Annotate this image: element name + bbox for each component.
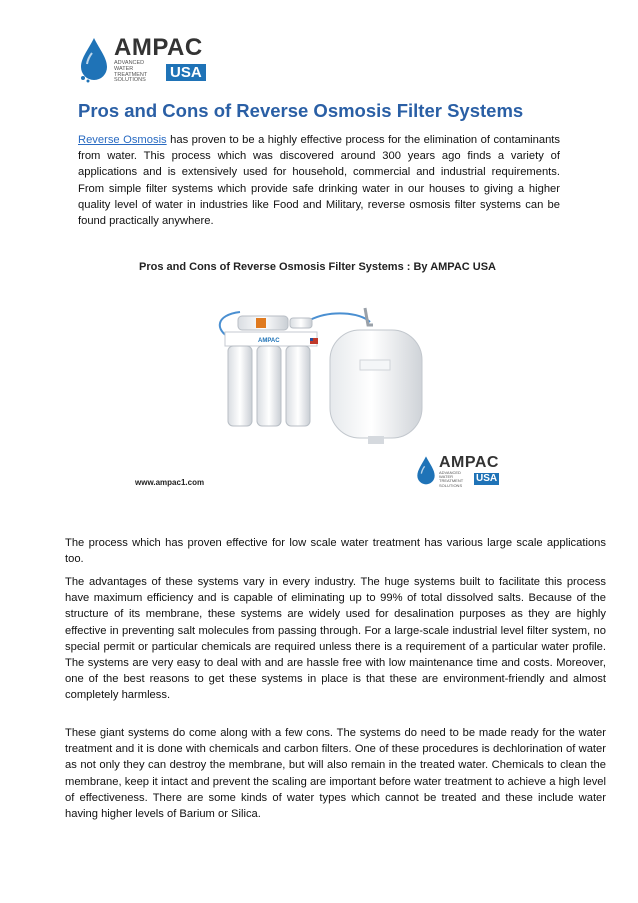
membrane-core: [256, 318, 266, 328]
faucet: [365, 308, 373, 325]
page-title: Pros and Cons of Reverse Osmosis Filter Systems: [78, 100, 524, 121]
paragraph-cons: These giant systems do come along with a few cons. The systems do need to be made ready for the water treatment and it is done with chemicals and carbon filters. One of these procedures is dechlorination of water as not only they can destroy the membrane, but will also remain in the treated water. Chemicals to clean the membrane, keep it intact and prevent the scaling are important before water treatment to achieve a high level of effectiveness. There are some kinds of water types which cannot be treated and these include water having higher levels of Barium or Silica.: [65, 727, 606, 821]
tank-label: [360, 360, 390, 370]
figure-logo: [415, 455, 499, 488]
figure-url: www.ampac1.com: [135, 478, 205, 487]
intro-paragraph: [78, 132, 560, 229]
reverse-osmosis-link[interactable]: Reverse Osmosis: [78, 134, 167, 146]
figure-brand-tagline: ADVANCED WATER TREATMENT SOLUTIONS: [439, 470, 464, 488]
figure-brand-name: AMPAC: [439, 454, 499, 471]
intro-text: has proven to be a highly effective process for the elimination of contaminants from water. This process which was discovered around 300 years ago finds a variety of applications and is extensively used for household, commercial and industrial requirements. From simple filter systems which provide safe drinking water in our houses to giving a higher quality level of water in industries like Food and Military, reverse osmosis filter systems can be found practically anywhere.: [78, 134, 560, 228]
filter-canister: [286, 346, 310, 426]
header-logo: [78, 36, 206, 84]
brand-name: AMPAC: [114, 34, 203, 61]
storage-tank: [330, 330, 422, 438]
figure-brand-country: USA: [476, 473, 498, 485]
paragraph-scale: The process which has proven effective for low scale water treatment has various large scale applications too.: [65, 537, 606, 566]
paragraph-advantages: The advantages of these systems vary in every industry. The huge systems built to facilitate this process have maximum efficiency and is capable of eliminating up to 99% of total dissolved salts. Because of the structure of its membrane, these systems are widely used for desalination purposes as they are highly effective in preventing salt molecules from passing through. For a large-scale industrial level filter system, no special permit or particular chemicals are required unless there is a requirement of a particular water profile. The systems are very easy to deal with and are hassle free with low maintenance time and costs. Moreover, one of the best reasons to get these systems in place is that these are environment-friendly and almost completely harmless.: [65, 576, 606, 702]
water-drop-icon: [415, 455, 437, 487]
ro-system-illustration: [210, 300, 425, 450]
brand-tagline: ADVANCED WATER TREATMENT SOLUTIONS: [114, 60, 148, 84]
brand-country: USA: [166, 64, 206, 81]
product-figure: [125, 255, 525, 495]
tank-base: [368, 436, 384, 444]
figure-title: Pros and Cons of Reverse Osmosis Filter Systems : By AMPAC USA: [139, 261, 496, 273]
water-drop-icon: [78, 36, 110, 84]
water-tube: [310, 313, 370, 322]
product-label: AMPAC: [258, 338, 280, 344]
post-filter: [290, 318, 312, 328]
filter-canister: [257, 346, 281, 426]
filter-canister: [228, 346, 252, 426]
